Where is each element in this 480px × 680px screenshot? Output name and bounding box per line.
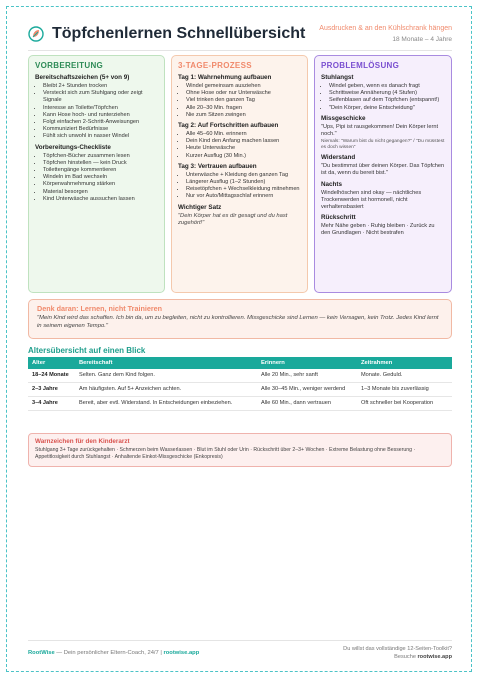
list-item: • Windeln im Bad wechseln — [43, 174, 158, 181]
warning-title: Warnzeichen für den Kinderarzt — [35, 438, 130, 445]
toolkit-visit — [343, 653, 452, 661]
list-item: • Toilettengänge kommentieren — [43, 167, 158, 174]
footer-link[interactable]: rootwise.app — [163, 650, 200, 656]
list-item: • Viel trinken den ganzen Tag — [186, 97, 301, 104]
reminder-text: "Mein Kind wird das schaffen. Ich bin da, um zu begleiten, nicht zu kontrollieren. Missgeschicke sind Lernen — kein Versagen, kein Trotz. Jedes Kind lernt in seinem eigenen Tempo." — [37, 315, 439, 329]
list-item: • Seifenblasen auf dem Töpfchen (entspannt!) — [329, 97, 445, 104]
checklist-title: Vorbereitungs-Checkliste — [35, 143, 111, 151]
cell-reminder: Alle 30–45 Min., weniger werdend — [257, 383, 357, 397]
list-item: • Interesse an Toilette/Töpfchen — [43, 105, 158, 112]
header-timeframe: Zeitrahmen — [357, 357, 452, 369]
table-header-row — [28, 357, 452, 369]
header-readiness: Bereitschaft — [75, 357, 257, 369]
day1-title: Tag 1: Wahrnehmung aufbauen — [178, 74, 272, 81]
header-divider — [28, 50, 452, 51]
print-note: Ausdrucken & an den Kühlschrank hängen — [319, 25, 452, 32]
day2-list — [178, 131, 301, 160]
cell-reminder: Alle 20 Min., sehr sanft — [257, 369, 357, 383]
process-title: 3-TAGE-PROZESS — [178, 61, 252, 70]
troubleshooting-title: PROBLEMLÖSUNG — [321, 61, 400, 70]
list-item: • Nur vor Auto/Mittagsschlaf erinnern — [186, 193, 301, 200]
cell-timeframe: 1–3 Monate bis zuverlässig — [357, 383, 452, 397]
troubleshooting-card — [314, 55, 452, 293]
list-item: • Nie zum Sitzen zwingen — [186, 112, 301, 119]
visit-prefix: Besuche — [394, 654, 418, 660]
list-item: • Heute Unterwäsche — [186, 145, 301, 152]
list-item: • Material besorgen — [43, 189, 158, 196]
footer-brand: RootWise — [28, 650, 55, 656]
list-item: • Windel geben, wenn es danach fragt — [329, 83, 445, 90]
age-overview-title: Altersübersicht auf einen Blick — [28, 346, 146, 355]
preparation-card — [28, 55, 165, 293]
page-title: Töpfchenlernen Schnellübersicht — [52, 25, 306, 42]
list-item: • Fühlt sich unwohl in nasser Windel — [43, 133, 158, 140]
list-item: • Kommuniziert Bedürfnisse — [43, 126, 158, 133]
reminder-title: Denk daran: Lernen, nicht Trainieren — [37, 304, 163, 313]
accidents-text: "Ups, Pipi ist rausgekommen! Dein Körper lernt noch." — [321, 123, 439, 138]
fear-title: Stuhlangst — [321, 74, 354, 81]
regression-title: Rückschritt — [321, 214, 356, 222]
footer-right — [343, 645, 452, 661]
nights-title: Nachts — [321, 180, 342, 188]
age-range: 18 Monate – 4 Jahre — [392, 36, 452, 43]
table-row — [28, 369, 452, 383]
nights-text: Windelhöschen sind okay — nächtliches Trockenwerden ist hormonell, nicht verhaltensbasiert — [321, 189, 422, 211]
cell-reminder: Alle 60 Min., dann vertrauen — [257, 397, 357, 411]
cell-readiness: Selten. Ganz dem Kind folgen. — [75, 369, 257, 383]
list-item: • Alle 45–60 Min. erinnern — [186, 131, 301, 138]
list-item: • Ohne Hose oder nur Unterwäsche — [186, 90, 301, 97]
toolkit-promo: Du willst das vollständige 12-Seiten-Toolkit? — [343, 646, 452, 652]
mantra-quote: "Dein Körper hat es dir gesagt und du hast zugehört!" — [178, 212, 288, 227]
list-item: • Kurzer Ausflug (30 Min.) — [186, 153, 301, 160]
header — [28, 24, 452, 52]
age-overview-table — [28, 357, 452, 411]
header-reminder: Erinnern — [257, 357, 357, 369]
cell-age: 3–4 Jahre — [28, 397, 75, 411]
mantra-title: Wichtiger Satz — [178, 203, 222, 211]
table-row — [28, 397, 452, 411]
cell-age: 2–3 Jahre — [28, 383, 75, 397]
three-day-process-card — [171, 55, 308, 293]
list-item: • Folgt einfachen 2-Schritt-Anweisungen — [43, 119, 158, 126]
list-item: • Versteckt sich zum Stuhlgang oder zeigt Signale — [43, 90, 158, 104]
preparation-title: VORBEREITUNG — [35, 61, 104, 70]
list-item: • Töpfchen-Bücher zusammen lesen — [43, 153, 158, 160]
list-item: • Alle 20–30 Min. fragen — [186, 105, 301, 112]
reminder-note — [28, 299, 452, 339]
day3-title: Tag 3: Vertrauen aufbauen — [178, 162, 257, 170]
regression-text: Mehr Nähe geben · Ruhig bleiben · Zurück zu den Grundlagen · Nicht bestrafen — [321, 223, 435, 237]
cell-age: 18–24 Monate — [28, 369, 75, 383]
footer-divider — [28, 640, 452, 641]
cell-timeframe: Monate. Geduld. — [357, 369, 452, 383]
warning-text: Stuhlgang 3+ Tage zurückgehalten · Schmerzen beim Wasserlassen · Blut im Stuhl oder Urin · Rückschritt über 2–3+ Wochen · Extreme Belastung ohne Besserung · Appetitlosigkeit durch Stuhlangst · Anhaltende Einkot-Missgeschicke (Enkopresis) — [35, 447, 416, 460]
list-item: • Töpfchen hinstellen — kein Druck — [43, 160, 158, 167]
toolkit-link[interactable]: rootwise.app — [417, 654, 452, 660]
list-item: • Dein Kind den Anfang machen lassen — [186, 138, 301, 145]
warning-box — [28, 433, 452, 467]
list-item: • Kann Hose hoch- und runterziehen — [43, 112, 158, 119]
cell-readiness: Am häufigsten. Auf 5+ Anzeichen achten. — [75, 383, 257, 397]
accidents-title: Missgeschicke — [321, 114, 366, 122]
list-item: • Reisetöpfchen + Wechselkleidung mitnehmen — [186, 186, 301, 193]
readiness-title: Bereitschaftszeichen (5+ von 9) — [35, 74, 130, 81]
list-item: • Bleibt 2+ Stunden trocken — [43, 83, 158, 90]
list-item: • Unterwäsche + Kleidung den ganzen Tag — [186, 172, 301, 179]
readiness-list — [35, 83, 158, 141]
cell-timeframe: Oft schneller bei Kooperation — [357, 397, 452, 411]
list-item: • Schrittweise Annäherung (4 Stufen) — [329, 90, 445, 97]
day2-title: Tag 2: Auf Fortschritten aufbauen — [178, 122, 279, 130]
leaf-logo-icon — [28, 26, 44, 42]
list-item: • Körperwahrnehmung stärken — [43, 181, 158, 188]
accidents-never: Niemals: "Warum bist du nicht gegangen?" / "Du müsstest es doch wissen" — [321, 139, 445, 151]
day1-list — [178, 83, 301, 119]
list-item: • Windel gemeinsam ausziehen — [186, 83, 301, 90]
footer-left — [28, 650, 199, 656]
header-meta — [319, 24, 452, 45]
cell-readiness: Bereit, aber evtl. Widerstand. In Entscheidungen einbeziehen. — [75, 397, 257, 411]
header-age: Alter — [28, 357, 75, 369]
list-item: • Längerer Ausflug (1–2 Stunden) — [186, 179, 301, 186]
list-item: • Kind Unterwäsche aussuchen lassen — [43, 196, 158, 203]
day3-list — [178, 172, 301, 201]
checklist-list — [35, 153, 158, 203]
resistance-title: Widerstand — [321, 154, 356, 162]
list-item: • "Dein Körper, deine Entscheidung" — [329, 105, 445, 112]
resistance-text: "Du bestimmst über deinen Körper. Das Töpfchen ist da, wenn du bereit bist." — [321, 163, 445, 177]
footer-tagline: — Dein persönlicher Eltern-Coach, 24/7 | — [54, 650, 164, 656]
fear-list — [321, 83, 445, 112]
table-row — [28, 383, 452, 397]
